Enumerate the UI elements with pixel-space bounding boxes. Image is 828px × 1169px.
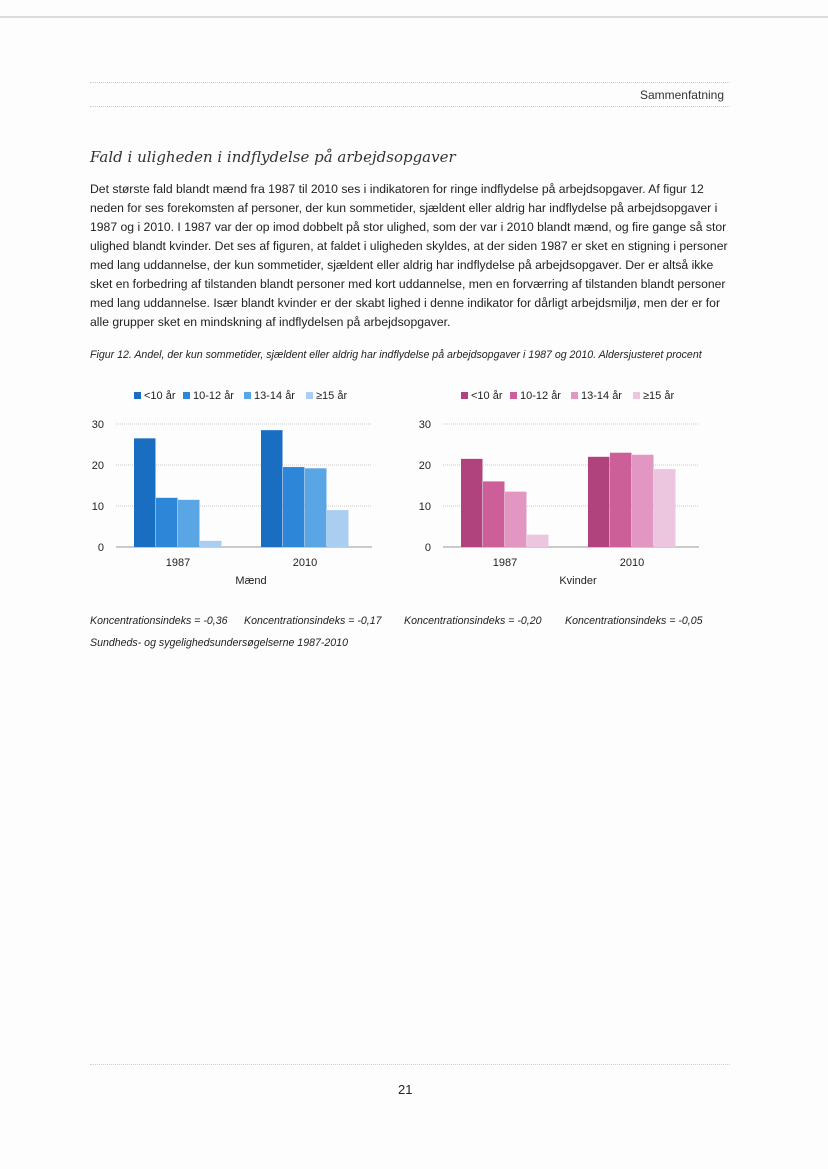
y-tick-label-0: 0 xyxy=(97,542,104,554)
legend-swatch-3 xyxy=(633,392,640,399)
x-category-label-0: 1987 xyxy=(492,557,518,569)
y-tick-label-3: 30 xyxy=(91,419,104,431)
x-category-label-0: 1987 xyxy=(165,557,191,569)
legend-swatch-2 xyxy=(571,392,578,399)
legend-swatch-2 xyxy=(244,392,251,399)
header-rule-top xyxy=(90,82,730,83)
bar-2010-3 xyxy=(654,469,676,547)
bar-2010-0 xyxy=(588,457,610,547)
y-tick-label-1: 10 xyxy=(91,501,104,513)
chart-kvinder xyxy=(405,386,705,591)
scan-top-edge xyxy=(0,16,828,18)
concentration-index-4: Koncentrationsindeks = -0,05 xyxy=(565,615,703,627)
bar-2010-1 xyxy=(283,467,305,547)
bar-1987-2 xyxy=(178,500,200,547)
chart-kvinder-svg xyxy=(405,386,705,591)
legend-swatch-3 xyxy=(306,392,313,399)
bar-2010-2 xyxy=(632,455,654,547)
bar-2010-0 xyxy=(261,430,283,547)
bar-1987-2 xyxy=(505,492,527,547)
legend-label-3: ≥15 år xyxy=(643,390,675,402)
header-rule-bottom xyxy=(90,106,730,107)
y-tick-label-3: 30 xyxy=(418,419,431,431)
concentration-index-3: Koncentrationsindeks = -0,20 xyxy=(404,615,542,627)
x-axis-label: Kvinder xyxy=(559,575,597,587)
bar-1987-3 xyxy=(200,541,222,547)
footer-rule xyxy=(90,1064,730,1065)
figure-source: Sundheds- og sygelighedsundersøgelserne 1987-2010 xyxy=(90,637,348,649)
y-tick-label-2: 20 xyxy=(418,460,431,472)
concentration-index-2: Koncentrationsindeks = -0,17 xyxy=(244,615,382,627)
bar-2010-1 xyxy=(610,453,632,547)
bar-1987-0 xyxy=(134,438,156,547)
bar-2010-3 xyxy=(327,510,349,547)
legend-label-2: 13-14 år xyxy=(581,390,622,402)
bar-1987-3 xyxy=(527,535,549,547)
y-tick-label-2: 20 xyxy=(91,460,104,472)
concentration-index-1: Koncentrationsindeks = -0,36 xyxy=(90,615,228,627)
bar-1987-0 xyxy=(461,459,483,547)
legend-swatch-1 xyxy=(183,392,190,399)
bar-1987-1 xyxy=(483,481,505,547)
chart-maend-svg xyxy=(78,386,378,591)
section-body: Det største fald blandt mænd fra 1987 til 2010 ses i indikatoren for ringe indflydelse på arbejdsopgaver. Af figur 12 neden for ses forekomsten af personer, der kun sommetider, sjældent eller aldrig har indflydelse på arbejdsopgaver i 1987 og i 2010. I 1987 var der op imod dobbelt på stor ulighed, som der var i 2010 blandt mænd, og fire gange så stor ulighed blandt kvinder. Det ses af figuren, at faldet i uligheden skyldes, at der siden 1987 er sket en stigning i personer med lang uddannelse, der kun sommetider, sjældent eller aldrig har indflydelse på arbejdsopgaver. Der er altså ikke sket en forbedring af tilstanden blandt personer med kort uddannelse, men en forværring af tilstanden blandt personer med lang uddannelse. Især blandt kvinder er der skabt lighed i denne indikator for dårligt arbejdsmiljø, men der er for alle grupper sket en mindskning af indflydelsen på arbejdsopgaver. xyxy=(90,182,728,329)
running-head: Sammenfatning xyxy=(639,88,724,102)
x-category-label-1: 2010 xyxy=(619,557,645,569)
legend-swatch-1 xyxy=(510,392,517,399)
legend-label-1: 10-12 år xyxy=(193,390,234,402)
legend-swatch-0 xyxy=(461,392,468,399)
legend-label-0: <10 år xyxy=(144,390,176,402)
section-title: Fald i uligheden i indflydelse på arbejdsopgaver xyxy=(90,148,456,166)
x-category-label-1: 2010 xyxy=(292,557,318,569)
page-number: 21 xyxy=(398,1082,413,1097)
bar-1987-1 xyxy=(156,498,178,547)
y-tick-label-0: 0 xyxy=(424,542,431,554)
y-tick-label-1: 10 xyxy=(418,501,431,513)
bar-2010-2 xyxy=(305,468,327,547)
figure-caption: Figur 12. Andel, der kun sommetider, sjældent eller aldrig har indflydelse på arbejdsopgaver i 1987 og 2010. Aldersjusteret procent xyxy=(90,349,702,361)
chart-maend xyxy=(78,386,378,591)
x-axis-label: Mænd xyxy=(235,575,267,587)
legend-label-0: <10 år xyxy=(471,390,503,402)
legend-label-1: 10-12 år xyxy=(520,390,561,402)
legend-label-2: 13-14 år xyxy=(254,390,295,402)
legend-swatch-0 xyxy=(134,392,141,399)
legend-label-3: ≥15 år xyxy=(316,390,348,402)
